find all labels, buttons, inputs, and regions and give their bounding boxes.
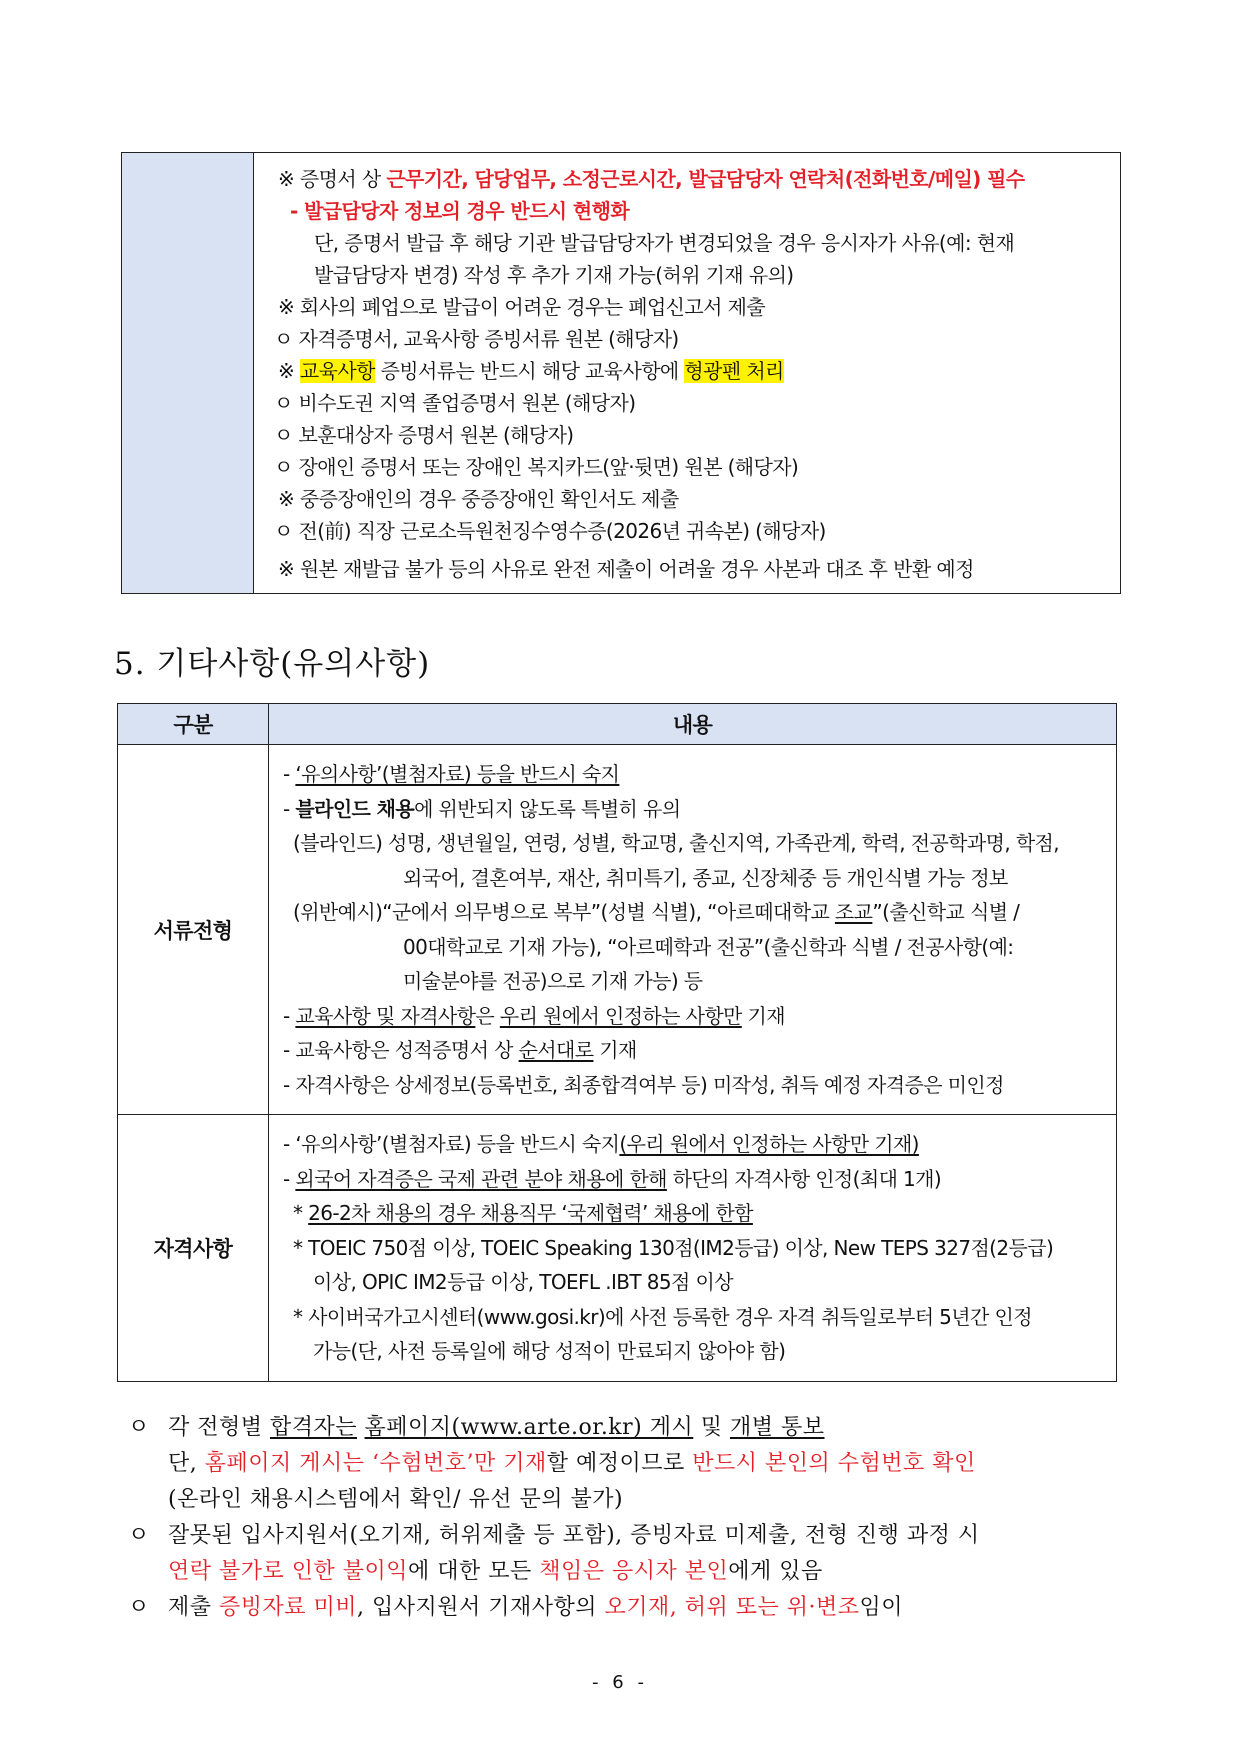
section-title: 5. 기타사항(유의사항) — [114, 646, 431, 682]
homepage-link-text: 홈페이지(www.arte.or.kr) 게시 — [364, 1415, 694, 1440]
header-category: 구분 — [118, 704, 269, 745]
table-row — [118, 1115, 1117, 1382]
closure-note: ※ 회사의 폐업으로 발급이 어려운 경우는 폐업신고서 제출 — [278, 295, 766, 319]
document-screening-content: - ‘유의사항’(별첨자료) 등을 반드시 숙지 - 블라인드 채용에 위반되지 않도록 특별히 유의 (블라인드) 성명, 생년월일, 연령, 성별, 학교명, 출신지역, 가족관계, 학력, 전공학과명, 학점, 외국어, 결혼여부, 재산, 취미특기, 종교, 신장체중 등 개인식별 가능 정보 (위반예시)“군에서 의무병으로 복부”(성별 식별), “아르떼대학교 조교”(출신학교 식별 / 00대학교로 기재 가능), “아르떼학과 전공”(출신학과 식별 / 전공사항(예: 미술분야를 전공)으로 기재 가능) 등 - 교육사항 및 자격사항은 우리 원에서 인정하는 사항만 기재 - 교육사항은 성적증명서 상 순서대로 기재 - 자격사항은 상세정보(등록번호, 최종합격여부 등) 미작성, 취득 예정 자격증은 미인정 — [269, 745, 1117, 1115]
income-item: ㅇ 전(前) 직장 근로소득원천징수영수증(2026년 귀속본) (해당자) — [274, 519, 826, 543]
bullet: ㅇ — [128, 1523, 150, 1548]
page-number: - 6 - — [592, 1672, 648, 1693]
required-fields-note: 근무기간, 담당업무, 소정근로시간, 발급담당자 연락처(전화번호/메일) 필수 — [386, 167, 1025, 191]
category-document-screening: 서류전형 — [118, 745, 269, 1115]
issuer-change-note: 단, 증명서 발급 후 해당 기관 발급담당자가 변경되었을 경우 응시자가 사유(예: 현재 — [314, 231, 1015, 255]
table-category-cell — [122, 153, 254, 593]
highlighted-education: 교육사항 — [299, 359, 375, 383]
closing-notes: ㅇ 각 전형별 합격자는 홈페이지(www.arte.or.kr) 게시 및 개별 통보 단, 홈페이지 게시는 ‘수험번호’만 기재할 예정이므로 반드시 본인의 수험번호 확인 (온라인 채용시스템에서 확인/ 유선 문의 불가) ㅇ 잘못된 입사지원서(오기재, 허위제출 등 포함), 증빙자료 미제출, 전형 진행 과정 시 연락 불가로 인한 불이익에 대한 모든 책임은 응시자 본인에게 있음 ㅇ 제출 증빙자료 미비, 입사지원서 기재사항의 오기재, 허위 또는 위·변조임이 — [128, 1410, 1128, 1626]
issuer-change-note-cont: 발급담당자 변경) 작성 후 추가 기재 가능(허위 기재 유의) — [314, 263, 794, 287]
severe-disability-note: ※ 중증장애인의 경우 중증장애인 확인서도 제출 — [278, 487, 679, 511]
issuer-info-note: - 발급담당자 정보의 경우 반드시 현행화 — [290, 199, 630, 223]
original-return-note: ※ 원본 재발급 불가 등의 사유로 완전 제출이 어려울 경우 사본과 대조 후 반환 예정 — [278, 557, 974, 581]
highlighted-marker-note: 형광펜 처리 — [684, 359, 784, 383]
notes-table — [117, 703, 1117, 1382]
required-documents-table — [121, 152, 1121, 594]
note-mark: ※ 증명서 상 — [278, 167, 387, 191]
certificate-item: ㅇ 자격증명서, 교육사항 증빙서류 원본 (해당자) — [274, 327, 679, 351]
qualifications-content: - ‘유의사항’(별첨자료) 등을 반드시 숙지(우리 원에서 인정하는 사항만 기재) - 외국어 자격증은 국제 관련 분야 채용에 한해 하단의 자격사항 인정(최대 1개) * 26-2차 채용의 경우 채용직무 ‘국제협력’ 채용에 한함 * TOEIC 750점 이상, TOEIC Speaking 130점(IM2등급) 이상, New TEPS 327점(2등급) 이상, OPIC IM2등급 이상, TOEFL .IBT 85점 이상 * 사이버국가고시센터(www.gosi.kr)에 사전 등록한 경우 자격 취득일로부터 5년간 인정 가능(단, 사전 등록일에 해당 성적이 만료되지 않아야 함) — [269, 1115, 1117, 1382]
graduation-item: ㅇ 비수도권 지역 졸업증명서 원본 (해당자) — [274, 391, 636, 415]
bullet: ㅇ — [128, 1415, 150, 1440]
bullet: ㅇ — [128, 1595, 150, 1620]
disability-item: ㅇ 장애인 증명서 또는 장애인 복지카드(앞·뒷면) 원본 (해당자) — [274, 455, 799, 479]
header-content: 내용 — [269, 704, 1117, 745]
category-qualifications: 자격사항 — [118, 1115, 269, 1382]
veteran-item: ㅇ 보훈대상자 증명서 원본 (해당자) — [274, 423, 574, 447]
table-content-cell: ※ 증명서 상 근무기간, 담당업무, 소정근로시간, 발급담당자 연락처(전화번호/메일) 필수 - 발급담당자 정보의 경우 반드시 현행화 단, 증명서 발급 후 해당 기관 발급담당자가 변경되었을 경우 응시자가 사유(예: 현재 발급담당자 변경) 작성 후 추가 기재 가능(허위 기재 유의) ※ 회사의 폐업으로 발급이 어려운 경우는 폐업신고서 제출 ㅇ 자격증명서, 교육사항 증빙서류 원본 (해당자) ※ 교육사항 증빙서류는 반드시 해당 교육사항에 형광펜 처리 ㅇ 비수도권 지역 졸업증명서 원본 (해당자) ㅇ 보훈대상자 증명서 원본 (해당자) ㅇ 장애인 증명서 또는 장애인 복지카드(앞·뒷면) 원본 (해당자) ※ 중증장애인의 경우 중증장애인 확인서도 제출 ㅇ 전(前) 직장 근로소득원천징수영수증(2026년 귀속본) (해당자) ※ 원본 재발급 불가 등의 사유로 완전 제출이 어려울 경우 사본과 대조 후 반환 예정 — [254, 153, 1120, 593]
table-row — [118, 745, 1117, 1115]
